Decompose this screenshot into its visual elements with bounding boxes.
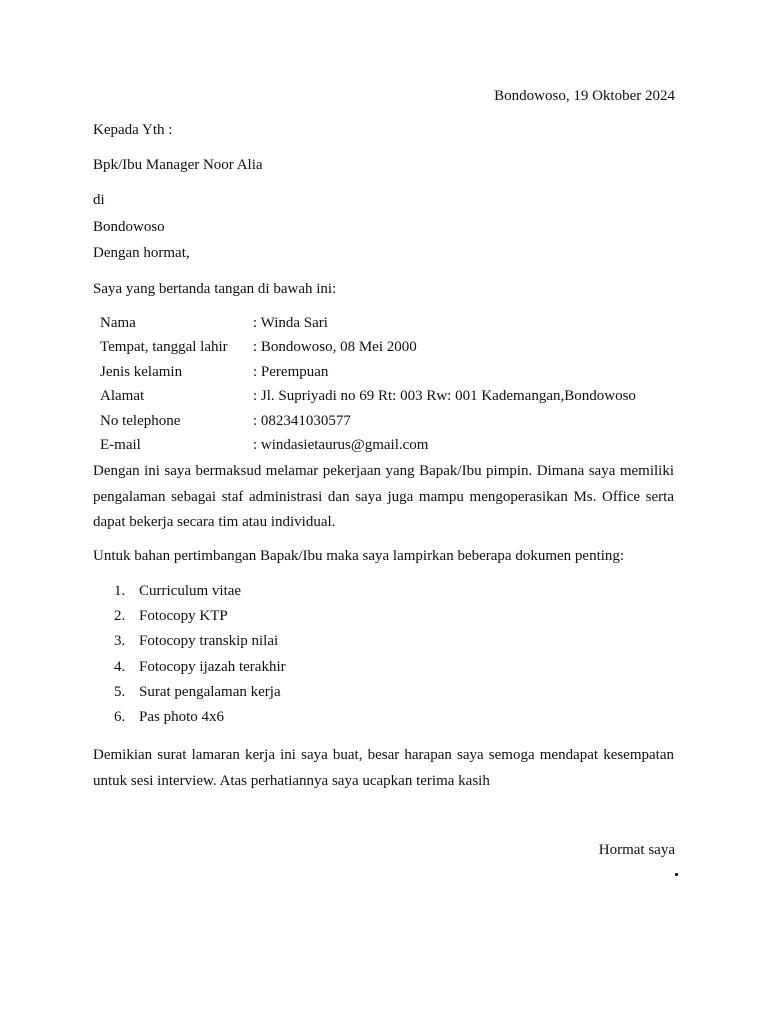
list-item-number: 5. <box>114 683 126 700</box>
identity-row <box>100 413 636 437</box>
identity-value: : Perempuan <box>253 363 329 380</box>
list-item-number: 4. <box>114 658 126 675</box>
identity-row <box>100 364 636 388</box>
identity-label: No telephone <box>100 412 181 429</box>
list-item <box>114 658 286 683</box>
attachments-intro: Untuk bahan pertimbangan Bapak/Ibu maka saya lampirkan beberapa dokumen penting: <box>93 548 625 564</box>
list-item <box>114 607 286 632</box>
identity-label: Nama <box>100 315 136 331</box>
intro-line: Saya yang bertanda tangan di bawah ini: <box>93 281 337 297</box>
identity-label: Alamat <box>100 388 145 405</box>
identity-label: E-mail <box>100 436 141 453</box>
identity-row <box>100 437 636 461</box>
identity-value: : Bondowoso, 08 Mei 2000 <box>253 339 417 356</box>
list-item <box>114 683 286 708</box>
list-item-number: 3. <box>114 633 126 650</box>
closing-phrase: Hormat saya <box>598 842 675 858</box>
list-item <box>114 708 286 733</box>
list-item-number: 2. <box>114 608 126 625</box>
identity-row <box>100 339 636 363</box>
identity-value: : windasietaurus@gmail.com <box>253 436 429 453</box>
recipient-preposition: di <box>93 192 105 208</box>
identity-value: : 082341030577 <box>253 412 351 429</box>
greeting: Dengan hormat, <box>93 245 190 261</box>
salutation-to: Kepada Yth : <box>93 122 173 138</box>
list-item-text: Pas photo 4x6 <box>139 708 225 725</box>
identity-row <box>100 388 636 412</box>
list-item-number: 1. <box>114 583 126 599</box>
identity-label: Jenis kelamin <box>100 363 183 380</box>
signature-mark <box>675 873 678 876</box>
recipient-city: Bondowoso <box>93 219 165 235</box>
attachments-list <box>114 582 286 733</box>
list-item-text: Fotocopy transkip nilai <box>139 633 279 650</box>
identity-value: : Jl. Supriyadi no 69 Rt: 003 Rw: 001 Kademangan,Bondowoso <box>253 388 636 405</box>
identity-table <box>100 315 636 461</box>
list-item-number: 6. <box>114 708 126 725</box>
identity-value: : Winda Sari <box>253 315 328 331</box>
letter-date: Bondowoso, 19 Oktober 2024 <box>494 88 675 104</box>
list-item-text: Fotocopy KTP <box>139 608 228 625</box>
recipient-name: Bpk/Ibu Manager Noor Alia <box>93 157 263 173</box>
list-item-text: Curriculum vitae <box>139 583 242 599</box>
list-item <box>114 632 286 657</box>
body-paragraph-application: Dengan ini saya bermaksud melamar pekerjaan yang Bapak/Ibu pimpin. Dimana saya memiliki pengalaman sebagai staf administrasi dan saya juga mampu mengoperasikan Ms. Office serta dapat bekerja secara tim atau individual. <box>93 463 674 530</box>
body-paragraph-closing: Demikian surat lamaran kerja ini saya buat, besar harapan saya semoga mendapat kesempatan untuk sesi interview. Atas perhatiannya saya ucapkan terima kasih <box>93 747 674 789</box>
identity-label: Tempat, tanggal lahir <box>100 339 228 356</box>
list-item <box>114 582 286 607</box>
identity-row <box>100 315 636 339</box>
list-item-text: Surat pengalaman kerja <box>139 683 281 700</box>
list-item-text: Fotocopy ijazah terakhir <box>139 658 286 675</box>
